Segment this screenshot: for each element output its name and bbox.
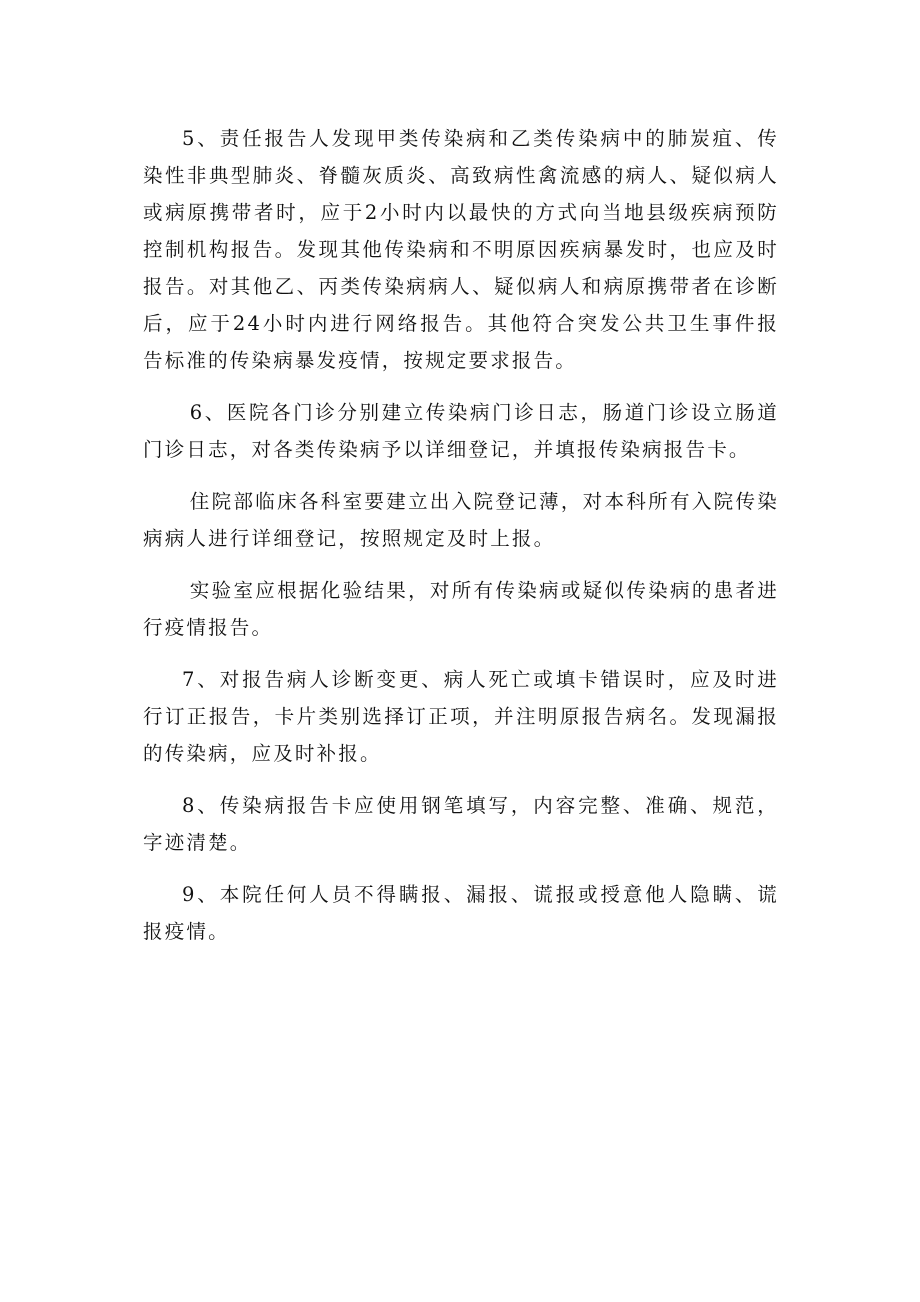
paragraph-item-9: 9、本院任何人员不得瞒报、漏报、谎报或授意他人隐瞒、谎报疫情。 <box>143 883 779 943</box>
document-body <box>143 120 779 965</box>
paragraph-item-7: 7、对报告病人诊断变更、病人死亡或填卡错误时，应及时进行订正报告，卡片类别选择订正项，并注明原报告病名。发现漏报的传染病，应及时补报。 <box>143 668 779 765</box>
paragraph-item-5: 5、责任报告人发现甲类传染病和乙类传染病中的肺炭疽、传染性非典型肺炎、脊髓灰质炎、高致病性禽流感的病人、疑似病人或病原携带者时，应于2小时内以最快的方式向当地县级疾病预防控制机构报告。发现其他传染病和不明原因疾病暴发时，也应及时报告。对其他乙、丙类传染病病人、疑似病人和病原携带者在诊断后，应于24小时内进行网络报告。其他符合突发公共卫生事件报告标准的传染病暴发疫情，按规定要求报告。 <box>143 127 779 372</box>
paragraph-laboratory: 实验室应根据化验结果，对所有传染病或疑似传染病的患者进行疫情报告。 <box>143 579 779 639</box>
paragraph-item-8: 8、传染病报告卡应使用钢笔填写，内容完整、准确、规范，字迹清楚。 <box>143 794 779 854</box>
paragraph-inpatient: 住院部临床各科室要建立出入院登记薄，对本科所有入院传染病病人进行详细登记，按照规定及时上报。 <box>143 490 779 550</box>
paragraph-item-6: 6、医院各门诊分别建立传染病门诊日志，肠道门诊设立肠道门诊日志，对各类传染病予以详细登记，并填报传染病报告卡。 <box>143 401 779 461</box>
